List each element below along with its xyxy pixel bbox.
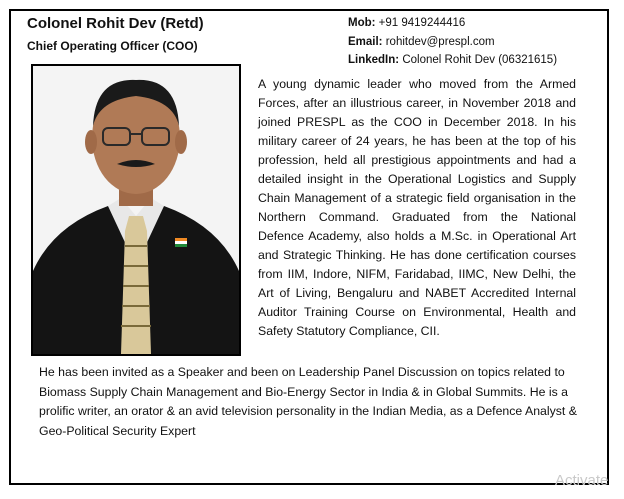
bio-additional: He has been invited as a Speaker and been on Leadership Panel Discussion on topics related to Biomass Supply Chain Management and Bio-Energy Sector in India & in Global Summits. He is a prolific writer, an orator & an avid television personality in the Indian Media, as a Defence Analyst & Geo-Political Security Expert xyxy=(39,365,577,438)
contact-linkedin-row xyxy=(348,51,557,70)
email-label: Email: xyxy=(348,35,383,48)
contact-block xyxy=(348,14,557,70)
profile-title: Chief Operating Officer (COO) xyxy=(27,39,198,53)
email-link[interactable]: rohitdev@prespl.com xyxy=(385,35,495,48)
mobile-value: +91 9419244416 xyxy=(378,17,466,29)
contact-mobile-row xyxy=(348,14,557,33)
bio-main: A young dynamic leader who moved from the Armed Forces, after an illustrious career, in November 2018 and joined PRESPL as the COO in December 2018. In his military career of 24 years, he has been at the top of his profession, held all prestigious appointments and had a detailed insight in the Operational Logistics and Supply Chain Management of a strategic field organisation in the Northern Command. Graduated from the National Defence Academy, also holds a M.Sc. in Operational Art and Strategic Thinking. He has done certification courses from IIM, Indore, NIFM, Faridabad, IIMC, New Delhi, the Art of Living, Bengaluru and NABET Accredited Internal Auditor Training Course on Environmental, Health and Safety Statutory Compliance, CII. xyxy=(258,77,576,338)
contact-email-row xyxy=(348,33,557,52)
profile-photo xyxy=(31,64,241,356)
linkedin-value: Colonel Rohit Dev (06321615) xyxy=(402,54,558,66)
mobile-label: Mob: xyxy=(348,17,376,29)
profile-name: Colonel Rohit Dev (Retd) xyxy=(27,15,204,32)
activate-watermark: Activate xyxy=(555,472,609,489)
linkedin-label: LinkedIn: xyxy=(348,54,400,66)
portrait-illustration xyxy=(33,66,239,354)
